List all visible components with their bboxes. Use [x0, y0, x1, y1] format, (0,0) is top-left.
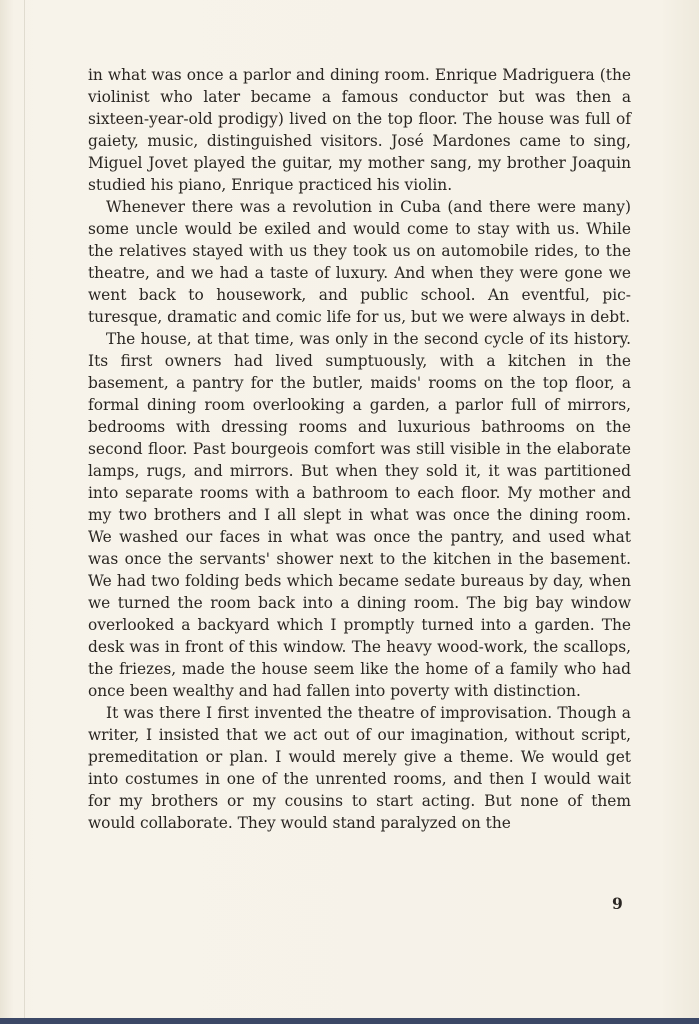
paragraph-3: The house, at that time, was only in the second cycle of its history. Its first owners had lived sumptuously, with a kitchen in the basement, a pantry for the butler, maids' rooms on the top floor, a formal dining room overlooking a garden, a parlor full of mirrors, bedrooms with dressing rooms and luxurious bathrooms on the second floor. Past bourgeois comfort was still visible in the elaborate lamps, rugs, and mirrors. But when they sold it, it was partitioned into separate rooms with a bathroom to each floor. My mother and my two brothers and I all slept in what was once the dining room. We washed our faces in what was once the pantry, and used what was once the servants' shower next to the kitchen in the basement. We had two folding beds which became sedate bureaus by day, when we turned the room back into a dining room. The big bay window overlooked a backyard which I promptly turned into a garden. The desk was in front of this window. The heavy wood-work, the scallops, the friezes, made the house seem like the home of a family who had once been wealthy and had fallen into poverty with distinction.	[88, 330, 631, 700]
paragraph-4: It was there I first invented the theatre of improvisation. Though a writer, I insisted that we act out of our imagination, without script, premeditation or plan. I would merely give a theme. We would get into costumes in one of the unrented rooms, and then I would wait for my brothers or my cousins to start acting. But none of them would collaborate. They would stand paralyzed on the	[88, 704, 631, 832]
paragraph-1: in what was once a parlor and dining room. Enrique Madriguera (the violinist who later became a famous conductor but was then a sixteen-year-old prodigy) lived on the top floor. The house was full of gaiety, music, distinguished visitors. José Mardones came to sing, Miguel Jovet played the guitar, my mother sang, my brother Joaquin studied his piano, Enrique practiced his violin.	[88, 66, 631, 194]
page-number: 9	[612, 894, 623, 913]
paragraph-2: Whenever there was a revolution in Cuba (and there were many) some uncle would be exiled and would come to stay with us. While the relatives stayed with us they took us on automobile rides, to the theatre, and we had a taste of luxury. And when they were gone we went back to housework, and public school. An eventful, pic-turesque, dramatic and comic life for us, but we were always in debt.	[88, 198, 631, 326]
page-bottom-edge	[0, 1018, 699, 1024]
page-gutter	[24, 0, 25, 1018]
body-text	[88, 64, 631, 834]
